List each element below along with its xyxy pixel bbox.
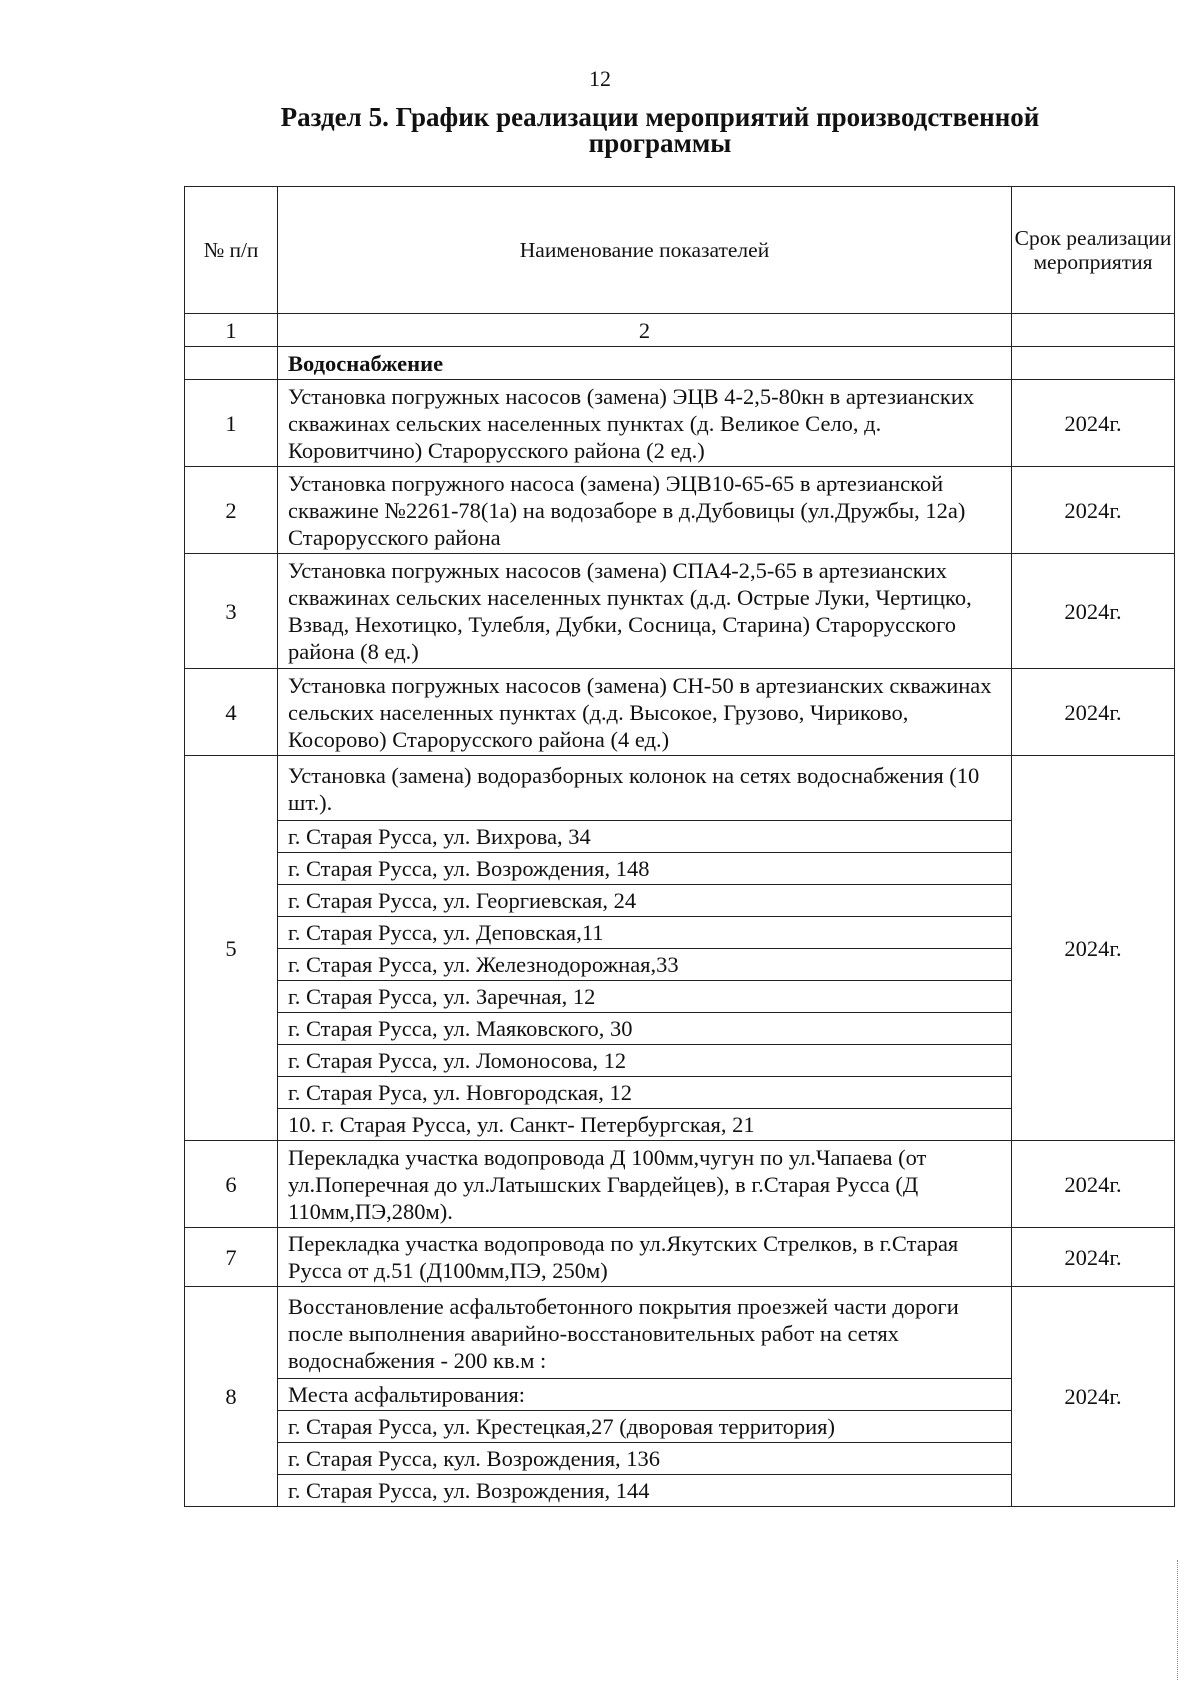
list-item: г. Старая Русса, ул. Маяковского, 30 <box>278 1012 1011 1044</box>
list-item: г. Старая Русса, ул. Возрождения, 148 <box>278 852 1011 884</box>
row-number: 3 <box>185 554 278 669</box>
row-name-group <box>278 756 1012 1141</box>
row-number: 8 <box>185 1287 278 1507</box>
schedule-table <box>184 186 1175 1507</box>
table-row <box>185 669 1175 756</box>
row-term: 2024г. <box>1012 554 1175 669</box>
row-number: 7 <box>185 1228 278 1287</box>
row-name: Установка (замена) водоразборных колонок на сетях водоснабжения (10 шт.). <box>288 763 980 815</box>
page-number: 12 <box>589 66 611 91</box>
row-number: 1 <box>185 380 278 467</box>
row-name: Установка погружных насосов (замена) ЭЦВ 4-2,5-80кн в артезианских скважинах сельских населенных пунктах (д. Великое Село, д. Коровитчино) Старорусского района (2 ед.) <box>278 380 1012 467</box>
row-term: 2024г. <box>1012 1228 1175 1287</box>
row-number: 5 <box>185 756 278 1141</box>
table-row <box>185 1287 1175 1507</box>
list-item: г. Старая Русса, ул. Ломоносова, 12 <box>278 1044 1011 1076</box>
table-row <box>185 1141 1175 1228</box>
row-name: Установка погружных насосов (замена) СПА4-2,5-65 в артезианских скважинах сельских населенных пунктах (д.д. Острые Луки, Чертицко, Взвад, Нехотицко, Тулебля, Дубки, Сосница, Старина) Старорусского района (8 ед.) <box>278 554 1012 669</box>
section-name: Водоснабжение <box>278 347 1012 380</box>
row-name: Перекладка участка водопровода Д 100мм,чугун по ул.Чапаева (от ул.Поперечная до ул.Латышских Гвардейцев), в г.Старая Русса (Д 110мм,ПЭ,280м). <box>278 1141 1012 1228</box>
row-term: 2024г. <box>1012 467 1175 554</box>
row-name: Восстановление асфальтобетонного покрытия проезжей части дороги после выполнения аварийно-восстановительных работ на сетях водоснабжения - 200 кв.м : <box>288 1294 959 1373</box>
list-item: г. Старая Русса, ул. Вихрова, 34 <box>278 820 1011 852</box>
list-item: г. Старая Русса, кул. Возрождения, 136 <box>278 1442 1011 1474</box>
list-item: Места асфальтирования: <box>278 1378 1011 1410</box>
section-row <box>185 347 1175 380</box>
row-name: Установка погружного насоса (замена) ЭЦВ10-65-65 в артезианской скважине №2261-78(1а) на водозаборе в д.Дубовицы (ул.Дружбы, 12а) Старорусского района <box>278 467 1012 554</box>
table-row <box>185 380 1175 467</box>
list-item: 10. г. Старая Русса, ул. Санкт- Петербургская, 21 <box>278 1108 1011 1140</box>
table-row <box>185 1228 1175 1287</box>
row-name-group <box>278 1287 1012 1507</box>
list-item: г. Старая Русса, ул. Крестецкая,27 (дворовая территория) <box>278 1410 1011 1442</box>
row-name: Перекладка участка водопровода по ул.Якутских Стрелков, в г.Старая Русса от д.51 (Д100мм,ПЭ, 250м) <box>278 1228 1012 1287</box>
table-header-row <box>185 187 1175 314</box>
row-number: 2 <box>185 467 278 554</box>
list-item: г. Старая Русса, ул. Георгиевская, 24 <box>278 884 1011 916</box>
table-row <box>185 467 1175 554</box>
list-item: г. Старая Руса, ул. Новгородская, 12 <box>278 1076 1011 1108</box>
row-term: 2024г. <box>1012 669 1175 756</box>
list-item: г. Старая Русса, ул. Заречная, 12 <box>278 980 1011 1012</box>
header-name: Наименование показателей <box>278 187 1012 314</box>
row-name: Установка погружных насосов (замена) СН-50 в артезианских скважинах сельских населенных пунктах (д.д. Высокое, Грузово, Чириково, Косорово) Старорусского района (4 ед.) <box>278 669 1012 756</box>
row-number: 6 <box>185 1141 278 1228</box>
row-term: 2024г. <box>1012 1141 1175 1228</box>
column-number-3 <box>1012 314 1175 347</box>
row-term: 2024г. <box>1012 1287 1175 1507</box>
row-term: 2024г. <box>1012 756 1175 1141</box>
scan-edge-mark <box>1176 1560 1178 1680</box>
list-item: г. Старая Русса, ул. Деповская,11 <box>278 916 1011 948</box>
list-item: г. Старая Русса, ул. Железнодорожная,33 <box>278 948 1011 980</box>
column-number-row <box>185 314 1175 347</box>
row-term: 2024г. <box>1012 380 1175 467</box>
column-number-2: 2 <box>278 314 1012 347</box>
row-number: 4 <box>185 669 278 756</box>
list-item: г. Старая Русса, ул. Возрождения, 144 <box>278 1474 1011 1506</box>
table-row <box>185 554 1175 669</box>
page-title: Раздел 5. График реализации мероприятий производственной программы <box>280 102 1040 158</box>
table-row <box>185 756 1175 1141</box>
column-number-1: 1 <box>185 314 278 347</box>
header-term: Срок реализации мероприятия <box>1012 187 1175 314</box>
header-num: № п/п <box>185 187 278 314</box>
